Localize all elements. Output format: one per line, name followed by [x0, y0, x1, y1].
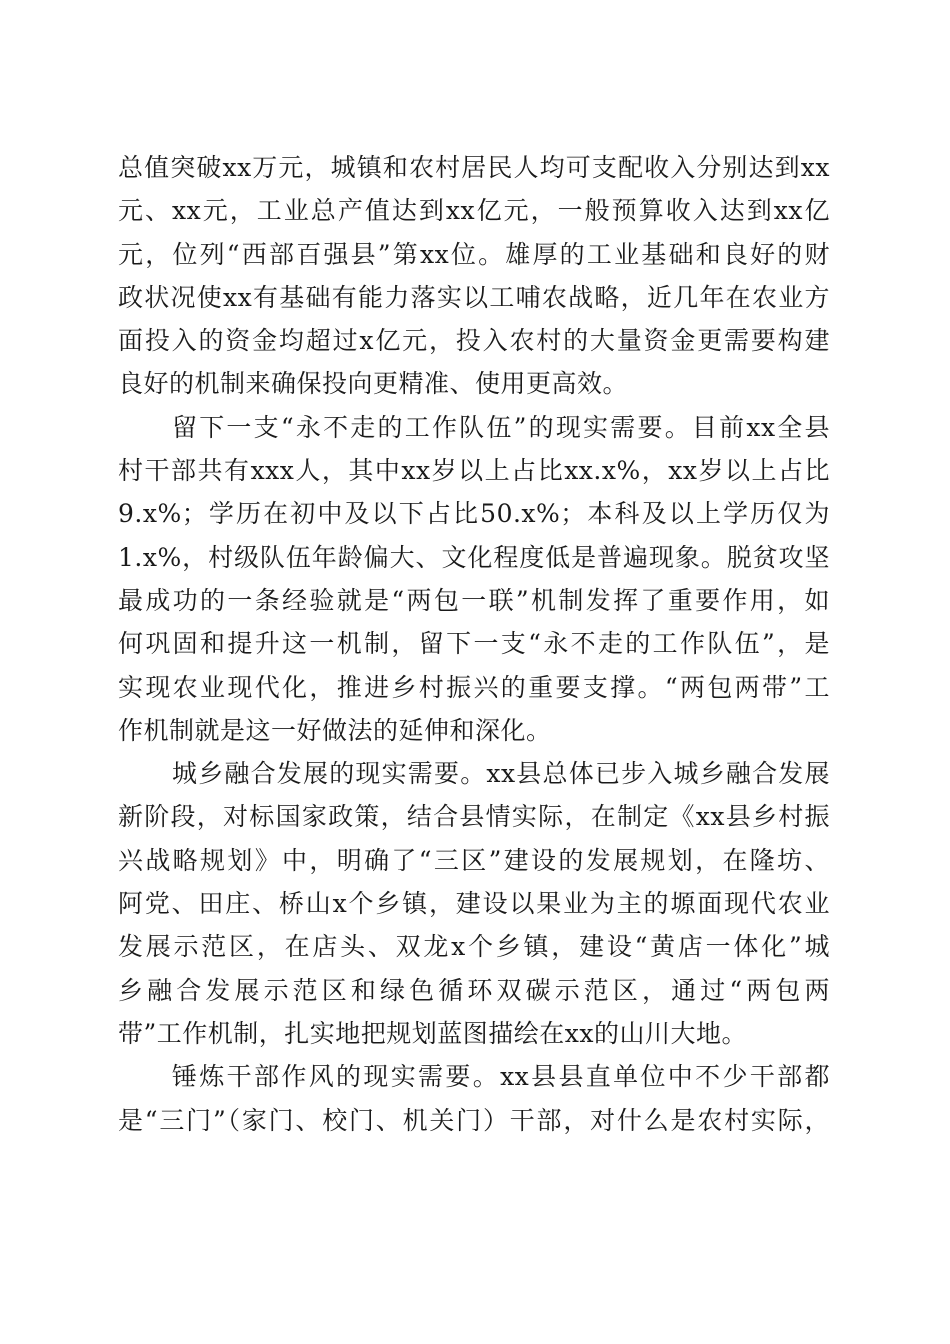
document-body [118, 146, 830, 1142]
text-line: 发展示范区，在店头、双龙x个乡镇，建设“黄店一体化”城 [118, 932, 830, 962]
text-line: 总值突破xx万元，城镇和农村居民人均可支配收入分别达到xx [118, 153, 830, 182]
text-line: 阿党、田庄、桥山x个乡镇，建设以果业为主的塬面现代农业 [118, 889, 830, 919]
paragraph-3 [118, 752, 830, 1055]
text-line: 1.x%，村级队伍年龄偏大、文化程度低是普遍现象。脱贫攻坚 [118, 542, 830, 572]
text-line: 乡融合发展示范区和绿色循环双碳示范区，通过“两包两 [118, 975, 830, 1005]
text-line: 元，位列“西部百强县”第xx位。雄厚的工业基础和良好的财 [118, 239, 830, 269]
text-line: 留下一支“永不走的工作队伍”的现实需要。目前xx全县 [172, 412, 830, 442]
paragraph-1 [118, 146, 830, 406]
text-line: 兴战略规划》中，明确了“三区”建设的发展规划，在隆坊、 [118, 845, 830, 875]
text-line: 城乡融合发展的现实需要。xx县总体已步入城乡融合发展 [172, 759, 830, 789]
text-line: 村干部共有xxx人，其中xx岁以上占比xx.x%，xx岁以上占比 [118, 456, 830, 486]
text-line: 作机制就是这一好做法的延伸和深化。 [118, 715, 552, 745]
text-line: 何巩固和提升这一机制，留下一支“永不走的工作队伍”，是 [118, 629, 830, 659]
text-line: 实现农业现代化，推进乡村振兴的重要支撑。“两包两带”工 [118, 672, 830, 702]
text-line: 面投入的资金均超过x亿元，投入农村的大量资金更需要构建 [118, 326, 830, 356]
text-line: 新阶段，对标国家政策，结合县情实际，在制定《xx县乡村振 [118, 802, 830, 832]
text-line: 政状况使xx有基础有能力落实以工哺农战略，近几年在农业方 [118, 282, 830, 312]
text-line: 良好的机制来确保投向更精准、使用更高效。 [118, 369, 629, 399]
text-line: 锤炼干部作风的现实需要。xx县县直单位中不少干部都 [172, 1062, 830, 1092]
text-line: 最成功的一条经验就是“两包一联”机制发挥了重要作用，如 [118, 585, 830, 615]
text-line: 带”工作机制，扎实地把规划蓝图描绘在xx的山川大地。 [118, 1018, 747, 1048]
text-line: 是“三门”（家门、校门、机关门）干部，对什么是农村实际， [118, 1105, 830, 1135]
paragraph-2 [118, 406, 830, 752]
text-line: 元、xx元，工业总产值达到xx亿元，一般预算收入达到xx亿 [118, 196, 830, 226]
text-line: 9.x%；学历在初中及以下占比50.x%；本科及以上学历仅为 [118, 499, 830, 529]
paragraph-4 [118, 1055, 830, 1142]
